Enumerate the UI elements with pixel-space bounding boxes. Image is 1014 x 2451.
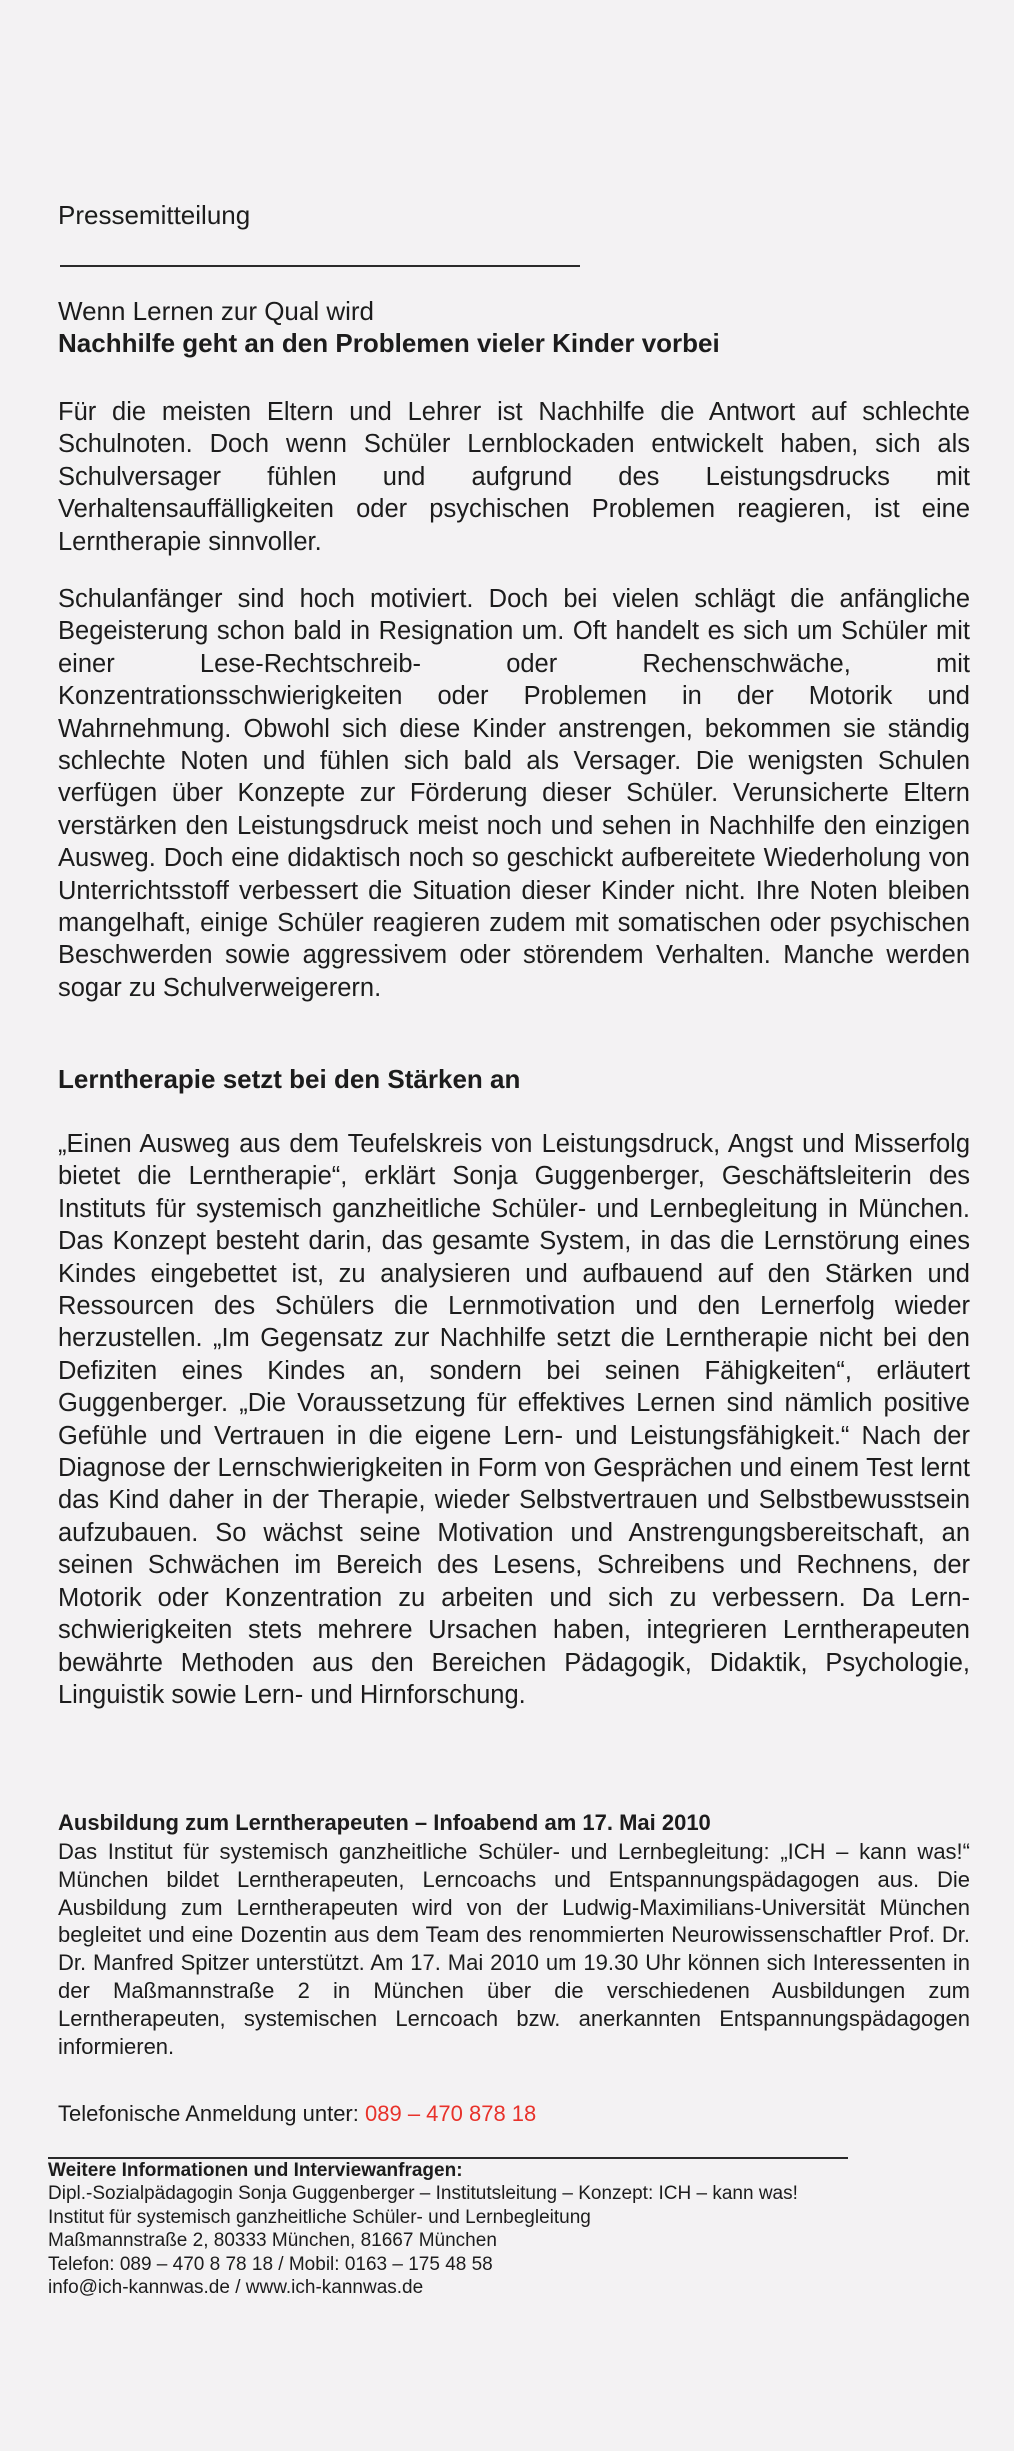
training-heading: Ausbildung zum Lerntherapeuten – Infoabend am 17. Mai 2010 (58, 1810, 711, 1835)
training-paragraph: Das Institut für systemisch ganzheitliche Schüler- und Lernbegleitung: „ICH – kann was!“ München bildet Lerntherapeuten, Lerncoachs und Entspannungspädagogen aus. Die Ausbildung zum Lerntherapeuten wird von der Ludwig-Maximilians-Universität München begleitet und eine Dozentin aus dem Team des renommierten Neurowissenschaftler Prof. Dr. Dr. Manfred Spitzer unterstützt. Am 17. Mai 2010 um 19.30 Uhr können sich Interessenten in der Maßmannstraße 2 in München über die verschiedenen Ausbildungen zum Lerntherapeuten, systemischen Lerncoach bzw. anerkannten Entspannungspädagogen informieren. (58, 1839, 970, 2059)
contact-line: Telefon: 089 – 470 8 78 18 / Mobil: 0163 – 175 48 58 (48, 2253, 493, 2275)
contact-divider (48, 2157, 848, 2159)
paragraph-school-beginners: Schulanfänger sind hoch motiviert. Doch bei vielen schlägt die anfängliche Begeisterung schon bald in Resignation um. Oft handelt es sich um Schüler mit einer Lese-Rechtschreib- oder Rechenschwäche, mit Konzentrationsschwierigkeiten oder Problemen in der Motorik und Wahrnehmung. Obwohl sich diese Kinder anstrengen, bekommen sie ständig schlechte Noten und fühlen sich bald als Versager. Die wenigsten Schulen verfügen über Konzepte zur Förderung dieser Schüler. Verunsicherte Eltern verstärken den Leistungsdruck meist noch und sehen in Nachhilfe den einzigen Ausweg. Doch eine didaktisch noch so geschickt aufbereitete Wiederholung von Unterrichtsstoff verbessert die Situation dieser Kinder nicht. Ihre Noten bleiben mangelhaft, einige Schüler reagieren zudem mit somatischen oder psychischen Beschwerden sowie aggressivem oder störendem Verhalten. Manche werden sogar zu Schulverweigerern. (58, 585, 970, 1002)
document-label: Pressemitteilung (58, 200, 251, 230)
phone-number: 089 – 470 878 18 (365, 2101, 537, 2126)
contact-line: Institut für systemisch ganzheitliche Schüler- und Lernbegleitung (48, 2206, 591, 2228)
title-block (58, 295, 970, 359)
paragraph-lerntherapie: „Einen Ausweg aus dem Teufelskreis von Leistungsdruck, Angst und Misserfolg bietet die Lerntherapie“, erklärt Sonja Guggenberger, Geschäftsleiterin des Instituts für systemisch ganzheitliche Schüler- und Lernbegleitung in München. Das Konzept besteht darin, das gesamte System, in das die Lernstörung eines Kindes eingebettet ist, zu analysieren und aufbauend auf den Stärken und Ressourcen des Schülers die Lernmotivation und den Lernerfolg wieder herzustellen. „Im Gegensatz zur Nachhilfe setzt die Lerntherapie nicht bei den Defiziten eines Kindes an, sondern bei seinen Fähigkeiten“, erläutert Guggenberger. „Die Voraussetzung für effektives Lernen sind nämlich positive Gefühle und Vertrauen in die eigene Lern- und Leistungsfähigkeit.“ Nach der Diagnose der Lernschwierigkeiten in Form von Gesprächen und einem Test lernt das Kind daher in der Therapie, wieder Selbstvertrauen und Selbstbewusstsein aufzubauen. So wächst seine Motivation und Anstrengungsbereitschaft, an seinen Schwächen im Bereich des Lesens, Schreibens und Rechnens, der Motorik oder Konzentration zu arbeiten und sich zu verbessern. Da Lern-schwierigkeiten stets mehrere Ursachen haben, integrieren Lerntherapeuten bewährte Methoden aus den Bereichen Pädagogik, Didaktik, Psychologie, Linguistik sowie Lern- und Hirnforschung. (58, 1130, 970, 1709)
section-heading: Lerntherapie setzt bei den Stärken an (58, 1064, 521, 1094)
header-divider (60, 265, 580, 267)
phone-registration (58, 2100, 970, 2128)
contact-line: Maßmannstraße 2, 80333 München, 81667 München (48, 2230, 497, 2251)
paragraph-intro: Für die meisten Eltern und Lehrer ist Nachhilfe die Antwort auf schlechte Schulnoten. Doch wenn Schüler Lernblockaden entwickelt haben, sich als Schulversager fühlen und aufgrund des Leistungsdrucks mit Verhaltensauffälligkeiten oder psychischen Problemen reagieren, ist eine Lerntherapie sinnvoller. (58, 398, 970, 556)
contact-heading: Weitere Informationen und Interviewanfragen: (48, 2160, 463, 2181)
contact-lines (48, 2182, 960, 2300)
headline: Nachhilfe geht an den Problemen vieler Kinder vorbei (58, 328, 720, 358)
contact-line: Dipl.-Sozialpädagogin Sonja Guggenberger – Institutsleitung – Konzept: ICH – kann was! (48, 2183, 798, 2204)
contact-block (48, 2160, 960, 2300)
phone-label: Telefonische Anmeldung unter: (58, 2101, 359, 2126)
subtitle: Wenn Lernen zur Qual wird (58, 296, 375, 326)
contact-line: info@ich-kannwas.de / www.ich-kannwas.de (48, 2277, 424, 2298)
